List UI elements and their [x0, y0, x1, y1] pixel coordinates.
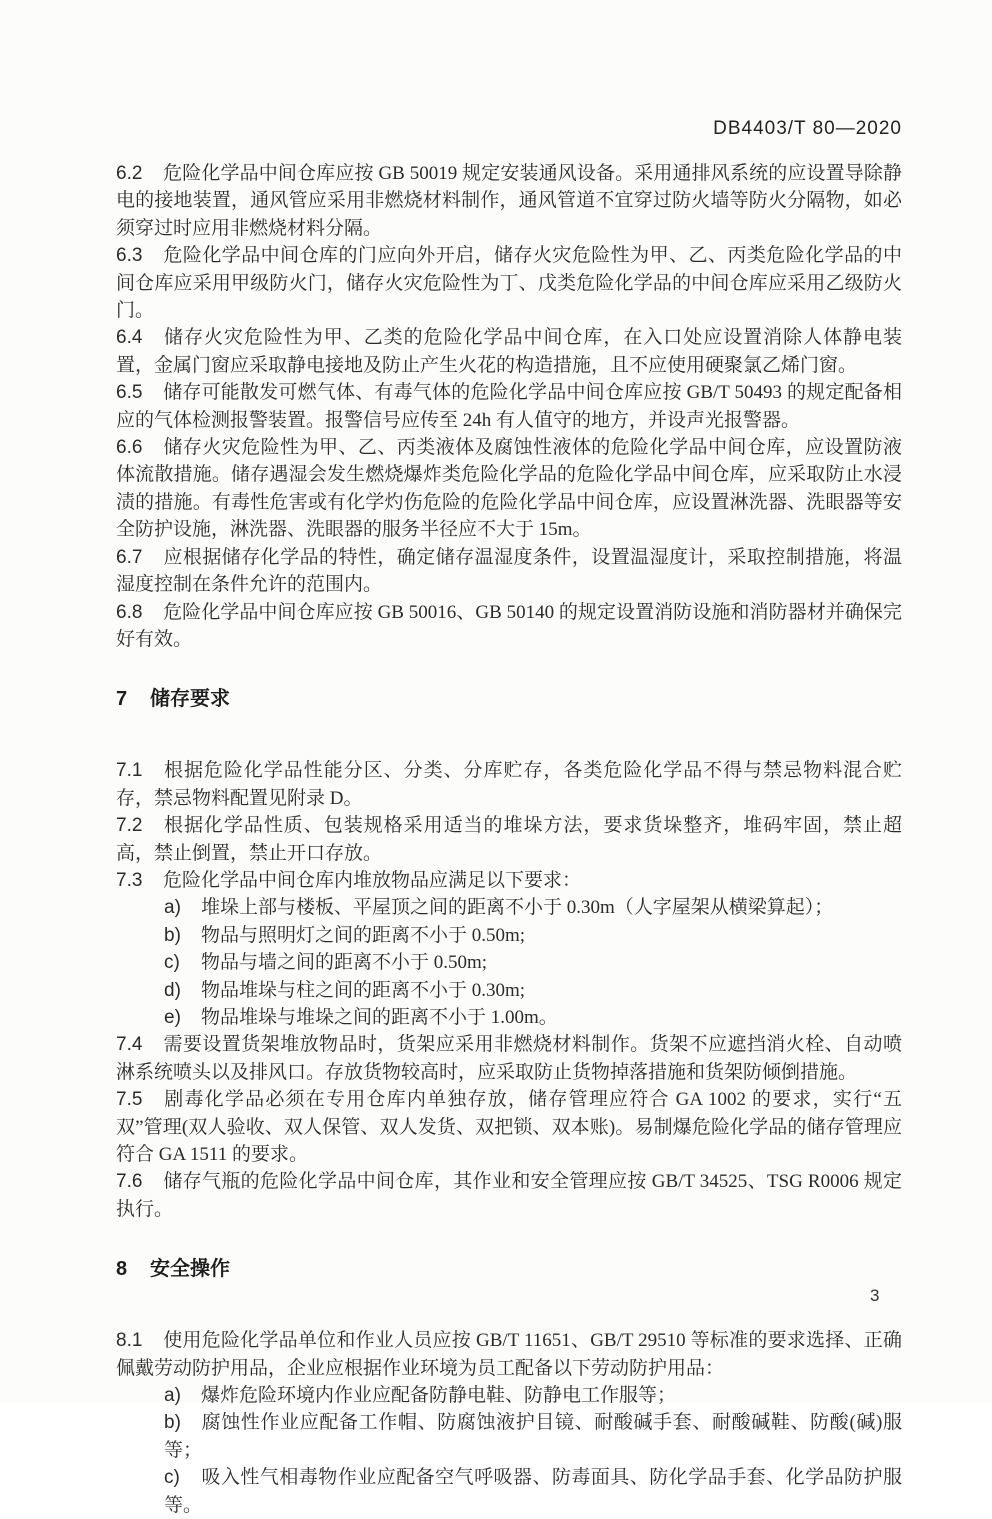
clause-text: 危险化学品中间仓库应按 GB 50016、GB 50140 的规定设置消防设施和消防器材并确保完好有效。 — [116, 601, 902, 650]
list-item-label: d) — [164, 979, 181, 1001]
clause-text: 需要设置货架堆放物品时，货架应采用非燃烧材料制作。货架不应遮挡消火栓、自动喷淋系统喷头以及排风口。存放货物较高时，应采取防止货物掉落措施和货架防倾倒措施。 — [116, 1034, 902, 1083]
clause-text: 使用危险化学品单位和作业人员应按 GB/T 11651、GB/T 29510 等标准的要求选择、正确佩戴劳动防护用品，企业应根据作业环境为员工配备以下劳动防护用品： — [116, 1330, 902, 1379]
list-item-text: 爆炸危险环境内作业应配备防静电鞋、防静电工作服等； — [201, 1385, 677, 1407]
section-number: 7 — [116, 688, 128, 711]
clause-6-7 — [116, 544, 902, 599]
list-item-text: 物品堆垛与柱之间的距离不小于 0.30m; — [201, 979, 526, 1001]
list-item — [116, 922, 902, 949]
section-8-heading — [116, 1252, 902, 1281]
section-title: 储存要求 — [150, 688, 230, 711]
list-item-text: 物品与照明灯之间的距离不小于 0.50m; — [201, 924, 526, 946]
clause-text: 危险化学品中间仓库内堆放物品应满足以下要求： — [163, 869, 582, 891]
section-7-heading — [116, 682, 902, 711]
clause-7-1 — [116, 757, 902, 812]
list-item — [116, 1004, 902, 1031]
clause-number: 7.5 — [116, 1089, 143, 1111]
clause-6-4 — [116, 324, 902, 379]
list-item-text: 物品堆垛与堆垛之间的距离不小于 1.00m。 — [201, 1006, 558, 1028]
clause-text: 储存火灾危险性为甲、乙、丙类液体及腐蚀性液体的危险化学品中间仓库，应设置防液体流散措施。储存遇湿会发生燃烧爆炸类危险化学品的危险化学品中间仓库，应采取防止水浸渍的措施。有毒性危害或有化学灼伤危险的危险化学品中间仓库，应设置淋洗器、洗眼器等安全防护设施，淋洗器、洗眼器的服务半径应不大于 15m。 — [116, 437, 902, 541]
clause-7-6 — [116, 1168, 902, 1223]
clause-7-4 — [116, 1031, 902, 1086]
clause-number: 6.2 — [116, 163, 143, 184]
clause-number: 6.6 — [116, 437, 143, 459]
clause-6-6 — [116, 434, 902, 544]
clause-number: 7.2 — [116, 815, 143, 837]
clause-text: 危险化学品中间仓库应按 GB 50019 规定安装通风设备。采用通排风系统的应设置导除静电的接地装置，通风管应采用非燃烧材料制作，通风管道不宜穿过防火墙等防火分隔物，如必须穿过时应用非燃烧材料分隔。 — [116, 163, 902, 239]
clause-7-5 — [116, 1086, 902, 1168]
list-item — [116, 1409, 902, 1464]
list-item — [116, 894, 902, 921]
clause-7-2 — [116, 812, 902, 867]
clause-text: 根据化学品性质、包装规格采用适当的堆垛方法，要求货垛整齐，堆码牢固，禁止超高，禁止倒置，禁止开口存放。 — [116, 815, 902, 864]
clause-number: 7.6 — [116, 1171, 143, 1193]
list-item-label: b) — [164, 924, 181, 946]
clause-6-8 — [116, 599, 902, 654]
list-item — [116, 977, 902, 1004]
list-item-text: 堆垛上部与楼板、平屋顶之间的距离不小于 0.30m（人字屋架从横梁算起）； — [201, 897, 834, 919]
clause-text: 储存气瓶的危险化学品中间仓库，其作业和安全管理应按 GB/T 34525、TSG R0006 规定执行。 — [116, 1171, 902, 1220]
clause-text: 根据危险化学品性能分区、分类、分库贮存，各类危险化学品不得与禁忌物料混合贮存，禁忌物料配置见附录 D。 — [116, 760, 902, 809]
document-code: DB4403/T 80—2020 — [713, 118, 902, 139]
clause-number: 6.4 — [116, 327, 143, 349]
section-title: 安全操作 — [150, 1258, 230, 1281]
clause-7-3 — [116, 867, 902, 894]
list-item — [116, 949, 902, 976]
list-item-label: e) — [164, 1006, 181, 1028]
clause-text: 储存火灾危险性为甲、乙类的危险化学品中间仓库，在入口处应设置消除人体静电装置，金属门窗应采取静电接地及防止产生火花的构造措施，且不应使用硬聚氯乙烯门窗。 — [116, 327, 902, 376]
list-item-label: b) — [164, 1412, 181, 1434]
list-item — [116, 1464, 902, 1519]
list-item-label: c) — [164, 952, 180, 974]
clause-text: 危险化学品中间仓库的门应向外开启，储存火灾危险性为甲、乙、丙类危险化学品的中间仓库应采用甲级防火门，储存火灾危险性为丁、戊类危险化学品的中间仓库应采用乙级防火门。 — [116, 245, 902, 322]
clause-number: 6.3 — [116, 245, 143, 267]
clause-6-2 — [116, 160, 902, 242]
list-item-text: 吸入性气相毒物作业应配备空气呼吸器、防毒面具、防化学品手套、化学品防护服等。 — [164, 1467, 902, 1516]
section-number: 8 — [116, 1258, 128, 1281]
list-item-label: a) — [164, 1385, 181, 1407]
list-item-text: 腐蚀性作业应配备工作帽、防腐蚀液护目镜、耐酸碱手套、耐酸碱鞋、防酸(碱)服等； — [164, 1412, 902, 1461]
list-item-label: c) — [164, 1467, 180, 1489]
page-content — [116, 118, 902, 1519]
clause-text: 剧毒化学品必须在专用仓库内单独存放，储存管理应符合 GA 1002 的要求，实行“五双”管理(双人验收、双人保管、双人发货、双把锁、双本账)。易制爆危险化学品的储存管理应符合 GA 1511 的要求。 — [116, 1089, 902, 1165]
clause-6-3 — [116, 242, 902, 324]
list-item-text: 物品与墙之间的距离不小于 0.50m; — [201, 952, 488, 974]
clause-number: 7.3 — [116, 869, 143, 891]
clause-number: 7.1 — [116, 760, 143, 782]
clause-number: 6.5 — [116, 382, 143, 404]
clause-8-1 — [116, 1327, 902, 1382]
list-item-label: a) — [164, 897, 181, 919]
clause-number: 7.4 — [116, 1034, 143, 1056]
clause-6-5 — [116, 379, 902, 434]
clause-number: 6.8 — [116, 601, 143, 623]
list-item — [116, 1382, 902, 1409]
page-number: 3 — [870, 1286, 880, 1305]
clause-text: 应根据储存化学品的特性，确定储存温湿度条件，设置温湿度计，采取控制措施，将温湿度控制在条件允许的范围内。 — [116, 546, 902, 596]
clause-text: 储存可能散发可燃气体、有毒气体的危险化学品中间仓库应按 GB/T 50493 的规定配备相应的气体检测报警装置。报警信号应传至 24h 有人值守的地方，并设声光报警器。 — [116, 382, 902, 431]
clause-number: 8.1 — [116, 1330, 143, 1352]
clause-number: 6.7 — [116, 546, 143, 568]
